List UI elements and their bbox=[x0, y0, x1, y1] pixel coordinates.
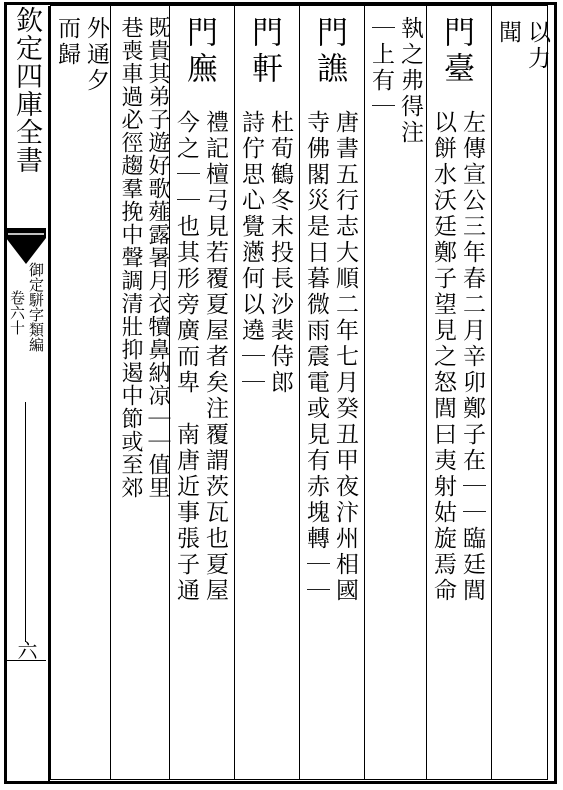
text-column bbox=[52, 12, 110, 777]
note-left: 詩佇思心覺懣何以遶｜｜ bbox=[238, 110, 264, 396]
note-left: 巷喪車過必徑趨羣挽中聲調清壯抑遏中節或至郊 bbox=[118, 16, 143, 499]
column-rule bbox=[299, 5, 300, 780]
note-left: 而歸 bbox=[54, 16, 80, 68]
note-right: 左傳宣公三年春二月辛卯鄭子在｜｜臨廷閭 bbox=[459, 110, 485, 604]
entry-heading: 門譙 bbox=[311, 16, 347, 88]
entry-heading: 門軒 bbox=[246, 16, 282, 88]
fish-tail-icon bbox=[6, 228, 46, 264]
note-right: 唐書五行志大順二年七月癸丑甲夜汴州相國 bbox=[332, 110, 358, 604]
entry-heading: 門臺 bbox=[438, 16, 474, 88]
text-column bbox=[428, 12, 486, 777]
note-right: 以力 bbox=[524, 20, 550, 72]
note-left: 以餅水沃廷鄭子望見之怒閭曰夷射姑旋焉命 bbox=[430, 110, 456, 604]
note-right: 執之弗得注 bbox=[397, 16, 423, 146]
note-left: 寺佛閣災是日暮微雨震電或見有赤塊轉｜｜ bbox=[303, 110, 329, 604]
margin-line bbox=[25, 402, 26, 642]
column-rule bbox=[491, 5, 492, 780]
note-left: 聞 bbox=[495, 20, 521, 46]
column-rule bbox=[364, 5, 365, 780]
book-subtitle bbox=[6, 262, 46, 402]
note-left: 今之｜｜也其形旁廣而卑 南唐近事張子通 bbox=[173, 110, 199, 604]
book-title: 欽定四庫全書 bbox=[11, 6, 42, 174]
column-rule bbox=[110, 5, 111, 780]
column-rule bbox=[426, 5, 427, 780]
text-column bbox=[112, 12, 170, 777]
note-right: 外通夕 bbox=[83, 16, 109, 94]
text-column bbox=[301, 12, 359, 777]
note-right: 既貴其弟子遊好歌薤露暑月衣犢鼻納凉｜｜值里 bbox=[145, 16, 170, 499]
text-column bbox=[171, 12, 229, 777]
entry-heading: 門廡 bbox=[181, 16, 217, 88]
margin-divider bbox=[6, 660, 46, 661]
text-column bbox=[493, 12, 551, 777]
text-column bbox=[366, 12, 424, 777]
folio-number: 六 bbox=[14, 640, 38, 660]
subtitle-right: 御定駢字類編 bbox=[27, 262, 45, 352]
note-left: ｜上有｜ bbox=[368, 16, 394, 120]
subtitle-left: 卷六十 bbox=[8, 290, 26, 335]
text-column bbox=[236, 12, 294, 777]
column-rule bbox=[234, 5, 235, 780]
note-right: 杜荀鶴冬末投長沙裴侍郎 bbox=[267, 110, 293, 396]
note-right: 禮記檀弓見若覆夏屋者矣注覆謂茨瓦也夏屋 bbox=[202, 110, 228, 604]
